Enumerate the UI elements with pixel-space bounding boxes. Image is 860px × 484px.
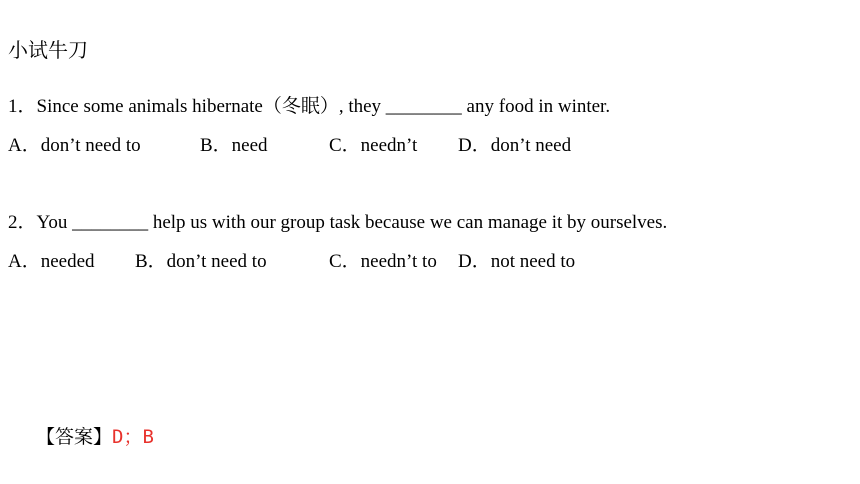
question-2-text: 2．You ________ help us with our group task because we can manage it by ourselves.	[8, 212, 668, 233]
question-2-option-d: D．not need to	[458, 251, 576, 272]
question-1-option-d: D．don’t need	[458, 135, 572, 156]
answer-block	[36, 424, 154, 451]
question-1-option-a: A．don’t need to	[8, 135, 141, 156]
question-1-option-c: C．needn’t	[329, 135, 418, 156]
answer-label: 【答案】	[36, 426, 113, 448]
question-1-text: 1．Since some animals hibernate（冬眠）, they ________ any food in winter.	[8, 96, 611, 117]
question-2-option-a: A．needed	[8, 251, 95, 272]
question-2-option-c: C．needn’t to	[329, 251, 437, 272]
section-title: 小试牛刀	[8, 38, 88, 62]
answer-value: D；B	[112, 426, 154, 448]
question-1-option-b: B．need	[200, 135, 268, 156]
question-2-option-b: B．don’t need to	[135, 251, 267, 272]
